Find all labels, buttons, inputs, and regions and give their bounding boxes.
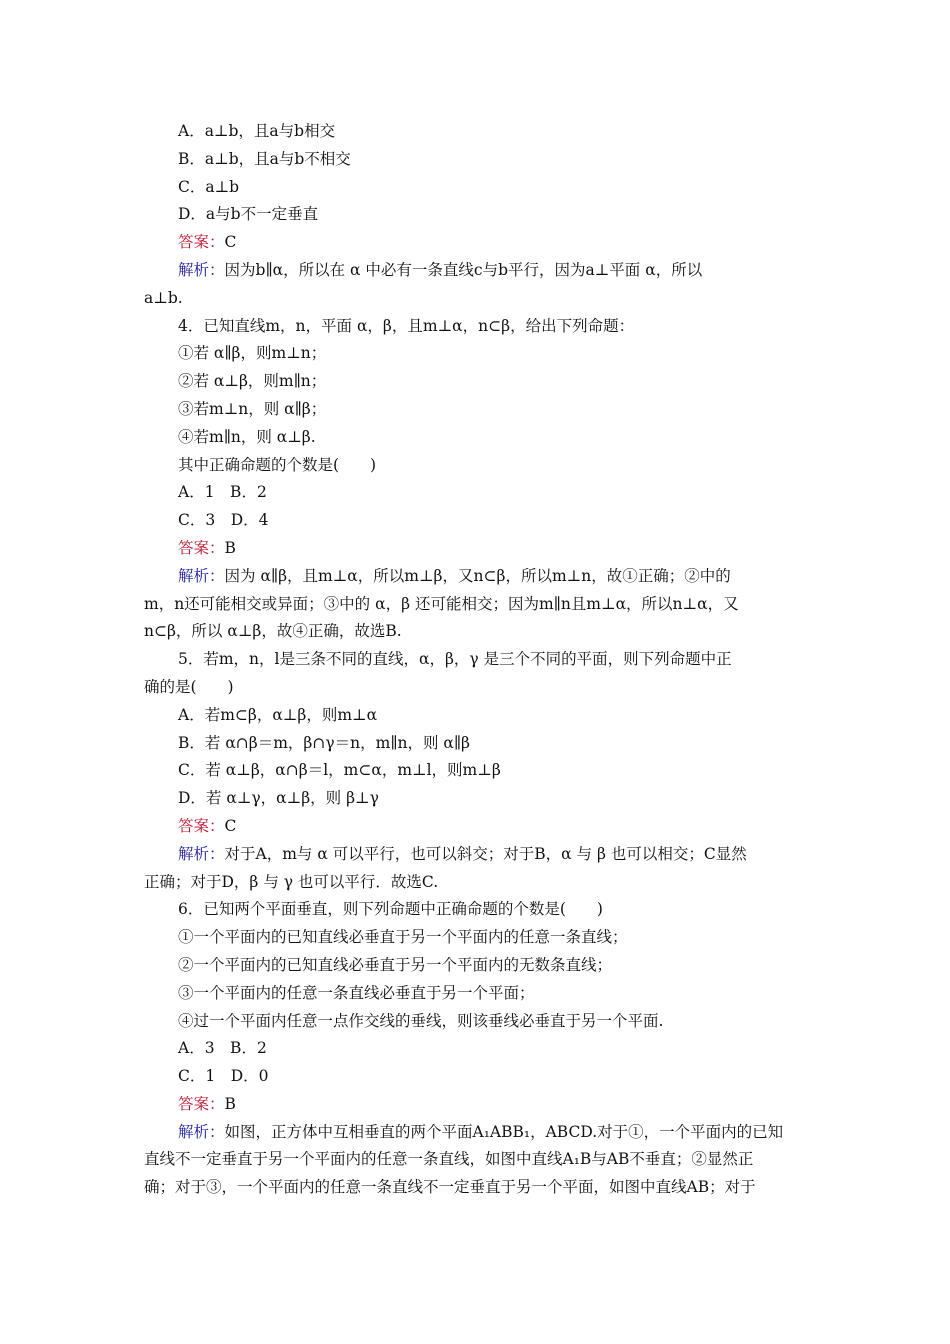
text-line xyxy=(144,535,808,563)
text-line xyxy=(144,924,808,952)
text-line xyxy=(144,313,808,341)
document-body xyxy=(144,118,808,1202)
text-run: C．a⊥b xyxy=(178,177,240,196)
text-line xyxy=(144,563,808,591)
analysis-label: 解析： xyxy=(178,844,225,863)
text-run: ④若m∥n，则 α⊥β. xyxy=(178,427,316,446)
text-run: D．若 α⊥γ，α⊥β，则 β⊥γ xyxy=(178,789,379,808)
text-line xyxy=(144,591,808,619)
text-run: C xyxy=(224,233,237,252)
text-line xyxy=(144,118,808,146)
text-run: 对于A，m与 α 可以平行，也可以斜交；对于B，α 与 β 也可以相交；C显然 xyxy=(224,844,747,863)
text-run: ③一个平面内的任意一条直线必垂直于另一个平面； xyxy=(178,983,535,1002)
text-run: A．a⊥b，且a与b相交 xyxy=(178,122,336,140)
text-run: 确；对于③，一个平面内的任意一条直线不一定垂直于另一个平面，如图中直线AB；对于 xyxy=(144,1178,756,1197)
answer-label: 答案： xyxy=(178,538,225,557)
text-line xyxy=(144,952,808,980)
analysis-label: 解析： xyxy=(178,1122,225,1141)
text-line xyxy=(144,1035,808,1063)
answer-label: 答案： xyxy=(178,816,225,835)
text-line xyxy=(144,452,808,480)
text-line xyxy=(144,146,808,174)
text-line xyxy=(144,730,808,758)
text-run: ②若 α⊥β，则m∥n； xyxy=(178,372,327,391)
text-line xyxy=(144,1119,808,1147)
text-line xyxy=(144,257,808,285)
text-line xyxy=(144,841,808,869)
text-run: 其中正确命题的个数是( ) xyxy=(178,455,377,474)
text-line xyxy=(144,201,808,229)
text-run: 确的是( ) xyxy=(144,677,234,696)
text-run: C．若 α⊥β，α∩β＝l，m⊂α，m⊥l，则m⊥β xyxy=(178,761,501,780)
text-line xyxy=(144,424,808,452)
text-run: C．1 D．0 xyxy=(178,1067,269,1086)
text-line xyxy=(144,785,808,813)
text-run: B．a⊥b，且a与b不相交 xyxy=(178,149,351,168)
text-run: ①若 α∥β，则m⊥n； xyxy=(178,344,327,363)
text-line xyxy=(144,646,808,674)
text-line xyxy=(144,174,808,202)
text-line xyxy=(144,229,808,257)
text-line xyxy=(144,285,808,313)
text-run: B．若 α∩β＝m，β∩γ＝n，m∥n，则 α∥β xyxy=(178,733,470,752)
text-line xyxy=(144,674,808,702)
text-line xyxy=(144,757,808,785)
text-run: 因为 α∥β，且m⊥α，所以m⊥β，又n⊂β，所以m⊥n，故①正确；②中的 xyxy=(224,566,731,585)
text-line xyxy=(144,1146,808,1174)
text-run: A．3 B．2 xyxy=(178,1039,267,1058)
text-line xyxy=(144,507,808,535)
text-run: B xyxy=(224,1094,236,1113)
text-line xyxy=(144,869,808,897)
text-run: A．1 B．2 xyxy=(178,483,267,502)
answer-label: 答案： xyxy=(178,1094,225,1113)
text-line xyxy=(144,813,808,841)
text-line xyxy=(144,702,808,730)
text-run: A．若m⊂β，α⊥β，则m⊥α xyxy=(178,705,378,724)
analysis-label: 解析： xyxy=(178,566,225,585)
text-line xyxy=(144,340,808,368)
text-run: 直线不一定垂直于另一个平面内的任意一条直线，如图中直线A₁B与AB不垂直；②显然正 xyxy=(144,1150,754,1169)
text-run: a⊥b. xyxy=(144,288,183,307)
text-line xyxy=(144,896,808,924)
text-run: 6．已知两个平面垂直，则下列命题中正确命题的个数是( ) xyxy=(178,900,603,919)
analysis-label: 解析： xyxy=(178,260,225,279)
text-line xyxy=(144,1063,808,1091)
text-run: C．3 D．4 xyxy=(178,511,269,530)
text-run: 正确；对于D，β 与 γ 也可以平行．故选C. xyxy=(144,872,439,891)
text-line xyxy=(144,479,808,507)
text-line xyxy=(144,980,808,1008)
text-line xyxy=(144,368,808,396)
text-run: ①一个平面内的已知直线必垂直于另一个平面内的任意一条直线； xyxy=(178,928,628,947)
text-line xyxy=(144,396,808,424)
text-run: n⊂β，所以 α⊥β，故④正确，故选B. xyxy=(144,622,402,641)
text-run: B xyxy=(224,538,236,557)
answer-label: 答案： xyxy=(178,233,225,252)
text-run: 如图，正方体中互相垂直的两个平面A₁ABB₁，ABCD.对于①，一个平面内的已知 xyxy=(224,1122,784,1141)
text-run: m，n还可能相交或异面；③中的 α，β 还可能相交；因为m∥n且m⊥α，所以n⊥α，又 xyxy=(144,594,739,613)
text-line xyxy=(144,1091,808,1119)
text-run: ④过一个平面内任意一点作交线的垂线，则该垂线必垂直于另一个平面. xyxy=(178,1011,664,1030)
text-run: D．a与b不一定垂直 xyxy=(178,205,319,224)
text-run: ③若m⊥n，则 α∥β； xyxy=(178,399,327,418)
text-line xyxy=(144,1174,808,1202)
text-run: 5．若m，n，l是三条不同的直线，α，β，γ 是三个不同的平面，则下列命题中正 xyxy=(178,650,732,669)
text-run: 4．已知直线m，n，平面 α，β，且m⊥α，n⊂β，给出下列命题： xyxy=(178,316,635,335)
text-run: ②一个平面内的已知直线必垂直于另一个平面内的无数条直线； xyxy=(178,955,613,974)
text-line xyxy=(144,618,808,646)
text-line xyxy=(144,1008,808,1036)
text-run: 因为b∥α，所以在 α 中必有一条直线c与b平行，因为a⊥平面 α，所以 xyxy=(224,260,703,279)
text-run: C xyxy=(224,816,237,835)
